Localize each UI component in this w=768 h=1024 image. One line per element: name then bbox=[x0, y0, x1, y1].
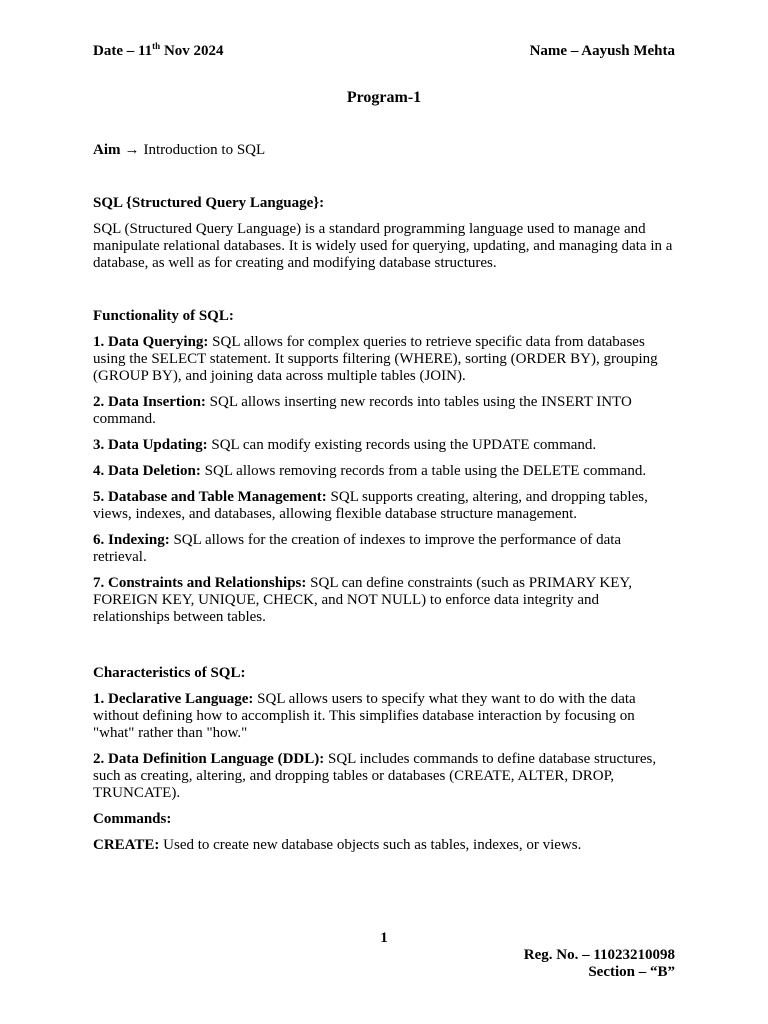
item-text: SQL can modify existing records using the UPDATE command. bbox=[211, 437, 597, 453]
list-item bbox=[93, 691, 678, 742]
section-label: Section – “B” bbox=[588, 964, 675, 980]
paragraph: SQL (Structured Query Language) is a standard programming language used to manage and manipulate relational databases. It is widely used for querying, updating, and managing data in a database, as well as for creating and modifying database structures. bbox=[93, 221, 673, 271]
item-label: 6. Indexing: bbox=[93, 532, 170, 548]
item-text: SQL allows inserting new records into tables using the INSERT INTO command. bbox=[93, 394, 632, 427]
aim-text: Introduction to SQL bbox=[143, 142, 266, 158]
section-heading: SQL {Structured Query Language}: bbox=[93, 195, 325, 211]
list-item bbox=[93, 394, 678, 428]
commands-heading: Commands: bbox=[93, 811, 172, 827]
functionality-section bbox=[93, 308, 678, 635]
reg-number: Reg. No. – 11023210098 bbox=[523, 947, 675, 963]
list-item bbox=[93, 463, 678, 480]
aim-line bbox=[93, 142, 265, 159]
author-name: Name – Aayush Mehta bbox=[529, 43, 675, 59]
item-label: 7. Constraints and Relationships: bbox=[93, 575, 307, 591]
item-text: SQL allows for the creation of indexes to improve the performance of data retrieval. bbox=[93, 532, 622, 565]
list-item bbox=[93, 751, 678, 802]
item-label: 2. Data Definition Language (DDL): bbox=[93, 751, 325, 767]
section-heading: Functionality of SQL: bbox=[93, 308, 234, 324]
page-title: Program-1 bbox=[346, 89, 422, 106]
command-item bbox=[93, 837, 678, 854]
item-label: 2. Data Insertion: bbox=[93, 394, 206, 410]
item-label: 4. Data Deletion: bbox=[93, 463, 201, 479]
item-text: SQL allows for complex queries to retrieve specific data from databases using the SELECT statement. It supports filtering (WHERE), sorting (ORDER BY), grouping (GROUP BY), and joining data across multiple tables (JOIN). bbox=[93, 334, 658, 384]
item-text: Used to create new database objects such as tables, indexes, or views. bbox=[163, 837, 582, 853]
list-item bbox=[93, 489, 678, 523]
list-item bbox=[93, 437, 678, 454]
footer-info bbox=[400, 947, 675, 981]
list-item bbox=[93, 334, 678, 385]
characteristics-section bbox=[93, 665, 678, 863]
item-text: SQL allows removing records from a table using the DELETE command. bbox=[204, 463, 647, 479]
list-item bbox=[93, 532, 678, 566]
page-header bbox=[93, 43, 675, 60]
item-text: SQL can define constraints (such as PRIMARY KEY, FOREIGN KEY, UNIQUE, CHECK, and NOT NULL) to enforce data integrity and relationships between tables. bbox=[93, 575, 633, 625]
date-label: Date – 11th Nov 2024 bbox=[93, 41, 224, 59]
sql-section bbox=[93, 195, 678, 281]
item-label: 5. Database and Table Management: bbox=[93, 489, 327, 505]
list-item bbox=[93, 575, 678, 626]
page-number: 1 bbox=[380, 930, 388, 946]
aim-label: Aim bbox=[93, 142, 121, 158]
item-text: SQL includes commands to define database structures, such as creating, altering, and dropping tables or databases (CREATE, ALTER, DROP, TRUNCATE). bbox=[93, 751, 657, 801]
item-label: 3. Data Updating: bbox=[93, 437, 208, 453]
right-arrow-icon: → bbox=[124, 142, 140, 158]
section-heading: Characteristics of SQL: bbox=[93, 665, 246, 681]
item-label: 1. Data Querying: bbox=[93, 334, 209, 350]
item-label: 1. Declarative Language: bbox=[93, 691, 254, 707]
item-label: CREATE: bbox=[93, 837, 160, 853]
item-text: SQL supports creating, altering, and dropping tables, views, indexes, and databases, allowing flexible database structure management. bbox=[93, 489, 648, 522]
item-text: SQL allows users to specify what they want to do with the data without defining how to accomplish it. This simplifies database interaction by focusing on "what" rather than "how." bbox=[93, 691, 636, 741]
